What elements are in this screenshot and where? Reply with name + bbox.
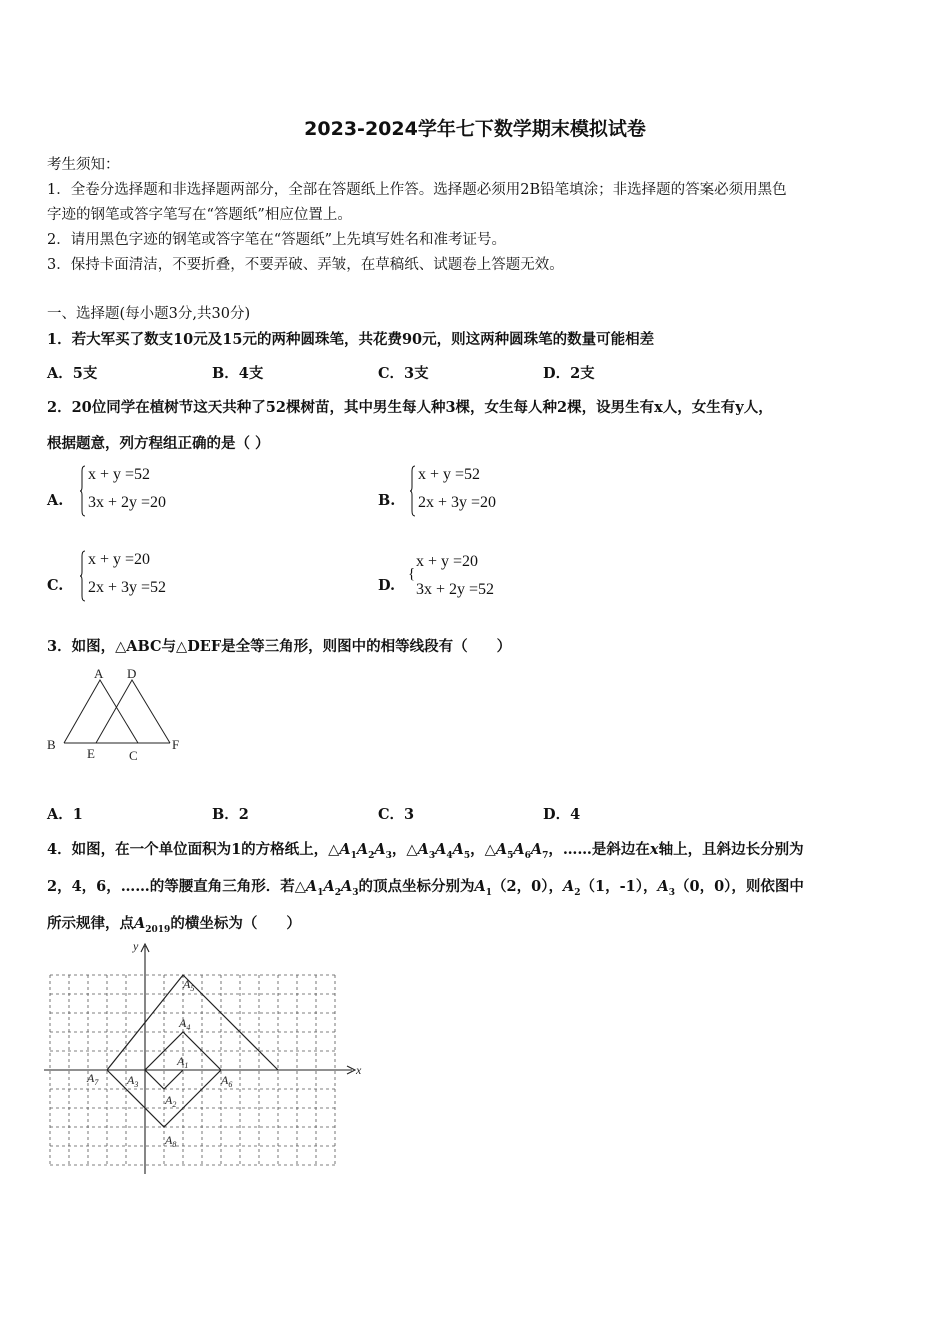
brace-icon xyxy=(80,550,86,602)
point-a4: $A_4$ xyxy=(179,1016,191,1032)
q1-option-c[interactable]: C．3支 xyxy=(378,365,429,382)
q3-option-c[interactable]: C．3 xyxy=(378,806,415,823)
label-c: C xyxy=(129,748,138,763)
label-a: A xyxy=(94,666,104,681)
q3-option-b[interactable]: B．2 xyxy=(212,806,249,823)
brace-icon xyxy=(80,465,86,517)
q2-option-c-label[interactable]: C. xyxy=(47,577,64,594)
q1-option-d[interactable]: D．2支 xyxy=(543,365,595,382)
question-4-line-1: 4．如图，在一个单位面积为1的方格纸上，$\triangle A_1A_2A_3$，$\triangle A_3A_4A_5$，$\triangle A_5A_6A_7$，……是斜边在x轴上，且斜边长分别为 xyxy=(47,841,804,861)
q2-c-eq2: 2x + 3y =52 xyxy=(88,579,167,596)
q2-option-b-label[interactable]: B. xyxy=(378,492,396,509)
q1-option-b[interactable]: B．4支 xyxy=(212,365,264,382)
q2-a-eq2: 3x + 2y =20 xyxy=(88,494,167,511)
axis-label-x: x xyxy=(356,1063,362,1077)
question-4-line-2: 2，4，6，……的等腰直角三角形．若$\triangle A_1A_2A_3$的顶点坐标分别为$A_1(2$，0），$A_2(1$，-1），$A_3(0$，0），则依图中 xyxy=(47,878,804,898)
q2-option-d-label[interactable]: D. xyxy=(378,577,396,594)
q2-c-eq1: x + y =20 xyxy=(88,551,151,568)
q2-option-d-system[interactable] xyxy=(408,552,548,608)
label-f: F xyxy=(172,737,180,752)
spiral-triangles xyxy=(107,975,278,1127)
point-a2: $A_2$ xyxy=(165,1093,177,1109)
notice-item-2: 2．请用黑色字迹的钢笔或答字笔在“答题纸”上先填写姓名和准考证号。 xyxy=(47,232,507,248)
notice-item-3: 3．保持卡面清洁，不要折叠，不要弄破、弄皱，在草稿纸、试题卷上答题无效。 xyxy=(47,257,564,273)
q3-option-a[interactable]: A．1 xyxy=(47,806,83,823)
point-a3: $A_3$ xyxy=(127,1073,139,1089)
label-e: E xyxy=(87,746,95,761)
point-a7: $A_7$ xyxy=(87,1071,99,1087)
axis-label-y: y xyxy=(133,939,139,953)
triangle-def xyxy=(96,680,170,743)
q2-b-eq1: x + y =52 xyxy=(418,466,481,483)
point-a5: $A_5$ xyxy=(183,977,195,993)
triangle-figure xyxy=(44,664,189,764)
q1-option-a[interactable]: A．5支 xyxy=(47,365,98,382)
q2-b-eq2: 2x + 3y =20 xyxy=(418,494,497,511)
notice-item-1: 1．全卷分选择题和非选择题两部分，全部在答题纸上作答。选择题必须用2B铅笔填涂；非选择题的答案必须用黑色 xyxy=(47,182,787,198)
brace-icon xyxy=(410,465,416,517)
page-title: 2023-2024学年七下数学期末模拟试卷 xyxy=(304,118,646,140)
q2-option-a-label[interactable]: A. xyxy=(47,492,64,509)
q3-option-d[interactable]: D．4 xyxy=(543,806,581,823)
grid-figure xyxy=(40,938,370,1178)
question-4-line-3: 所示规律，点$A_{2019}$的横坐标为（ ） xyxy=(47,915,301,935)
question-2-line-1: 2．20位同学在植树节这天共种了52棵树苗，其中男生每人种3棵，女生每人种2棵，设男生有x人，女生有y人， xyxy=(47,399,773,416)
q2-d-eq2: 3x + 2y =52 xyxy=(416,581,495,598)
point-a1: $A_1$ xyxy=(177,1054,189,1070)
label-b: B xyxy=(47,737,56,752)
brace-icon: { xyxy=(408,566,416,582)
section-heading: 一、选择题(每小题3分,共30分) xyxy=(47,306,251,322)
label-d: D xyxy=(127,666,137,681)
notice-heading: 考生须知： xyxy=(47,157,120,173)
q2-option-c-system[interactable] xyxy=(80,550,220,606)
point-a6: $A_6$ xyxy=(221,1073,233,1089)
q2-a-eq1: x + y =52 xyxy=(88,466,151,483)
q2-option-a-system[interactable] xyxy=(80,465,220,521)
question-2-line-2: 根据题意，列方程组正确的是（ ） xyxy=(47,435,270,452)
question-3-text: 3．如图，△ABC与△DEF是全等三角形，则图中的相等线段有（ ） xyxy=(47,638,512,655)
question-1-text: 1．若大军买了数支10元及15元的两种圆珠笔，共花费90元，则这两种圆珠笔的数量可能相差 xyxy=(47,331,655,348)
q2-d-eq1: x + y =20 xyxy=(416,553,479,570)
notice-item-1-cont: 字迹的钢笔或答字笔写在“答题纸”相应位置上。 xyxy=(47,207,352,223)
point-a8: $A_8$ xyxy=(165,1133,177,1149)
q2-option-b-system[interactable] xyxy=(410,465,550,521)
